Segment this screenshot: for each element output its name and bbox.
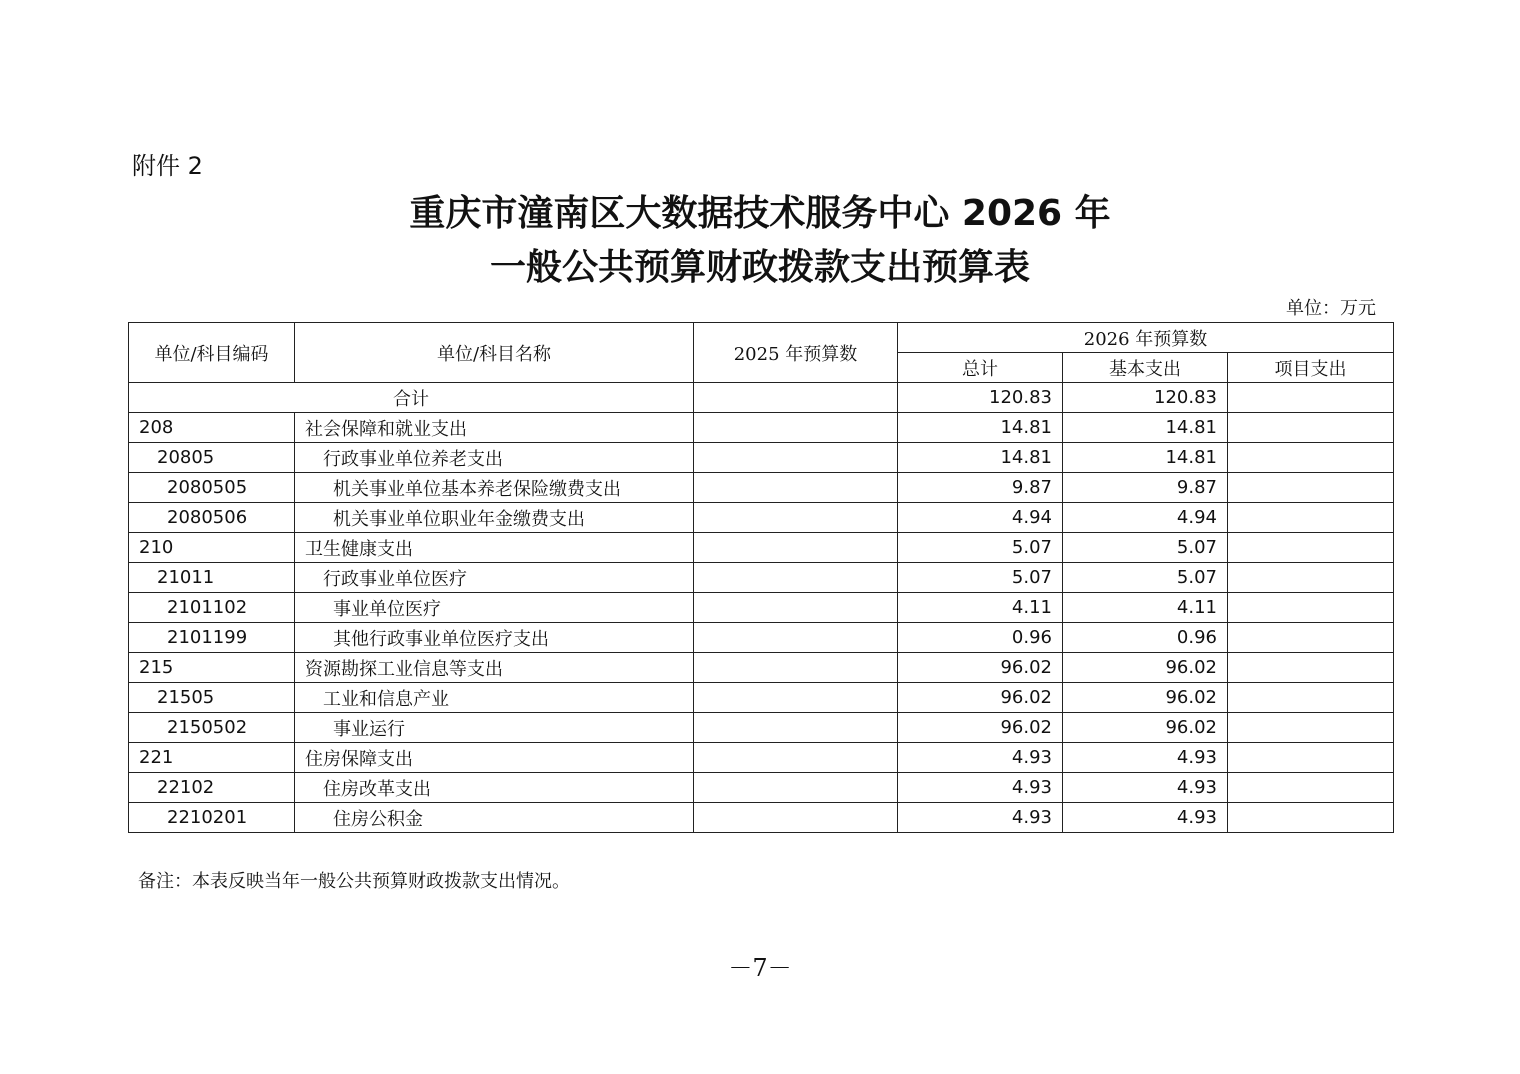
table-row	[129, 743, 1394, 773]
row-basic: 96.02	[1063, 653, 1228, 683]
total-total: 120.83	[898, 383, 1063, 413]
row-total: 4.11	[898, 593, 1063, 623]
row-code: 2080506	[129, 503, 295, 533]
row-code: 2080505	[129, 473, 295, 503]
row-basic: 5.07	[1063, 533, 1228, 563]
row-total: 96.02	[898, 713, 1063, 743]
unit-label: 单位：万元	[1286, 298, 1376, 319]
row-total: 9.87	[898, 473, 1063, 503]
row-budget-2025	[694, 623, 898, 653]
document-title-line1: 重庆市潼南区大数据技术服务中心 2026 年	[409, 193, 1111, 234]
row-total: 4.93	[898, 743, 1063, 773]
header-name: 单位/科目名称	[295, 323, 694, 383]
row-project	[1228, 563, 1394, 593]
document-title-line2: 一般公共预算财政拨款支出预算表	[489, 247, 1030, 288]
row-total: 5.07	[898, 563, 1063, 593]
table-row	[129, 593, 1394, 623]
row-basic: 4.94	[1063, 503, 1228, 533]
row-budget-2025	[694, 743, 898, 773]
row-project	[1228, 413, 1394, 443]
row-total: 14.81	[898, 413, 1063, 443]
row-budget-2025	[694, 443, 898, 473]
row-code: 210	[129, 533, 295, 563]
row-project	[1228, 473, 1394, 503]
row-name: 住房公积金	[295, 803, 694, 833]
row-code: 208	[129, 413, 295, 443]
row-total: 14.81	[898, 443, 1063, 473]
total-project	[1228, 383, 1394, 413]
row-project	[1228, 503, 1394, 533]
row-project	[1228, 683, 1394, 713]
row-code: 21011	[129, 563, 295, 593]
total-budget-2025	[694, 383, 898, 413]
row-project	[1228, 593, 1394, 623]
row-project	[1228, 773, 1394, 803]
row-name: 事业单位医疗	[295, 593, 694, 623]
row-project	[1228, 743, 1394, 773]
row-code: 221	[129, 743, 295, 773]
row-project	[1228, 623, 1394, 653]
row-name: 其他行政事业单位医疗支出	[295, 623, 694, 653]
row-project	[1228, 713, 1394, 743]
row-basic: 4.93	[1063, 803, 1228, 833]
row-project	[1228, 443, 1394, 473]
header-budget-2026: 2026 年预算数	[898, 323, 1394, 353]
row-basic: 96.02	[1063, 683, 1228, 713]
table-row	[129, 653, 1394, 683]
table-note: 备注：本表反映当年一般公共预算财政拨款支出情况。	[138, 871, 570, 892]
row-name: 住房改革支出	[295, 773, 694, 803]
table-row	[129, 473, 1394, 503]
row-code: 20805	[129, 443, 295, 473]
row-budget-2025	[694, 593, 898, 623]
row-basic: 9.87	[1063, 473, 1228, 503]
row-basic: 96.02	[1063, 713, 1228, 743]
row-total: 0.96	[898, 623, 1063, 653]
row-name: 社会保障和就业支出	[295, 413, 694, 443]
table-row	[129, 533, 1394, 563]
row-budget-2025	[694, 773, 898, 803]
row-name: 资源勘探工业信息等支出	[295, 653, 694, 683]
row-total: 96.02	[898, 683, 1063, 713]
row-total: 4.93	[898, 803, 1063, 833]
row-basic: 14.81	[1063, 413, 1228, 443]
header-total: 总计	[898, 353, 1063, 383]
row-budget-2025	[694, 563, 898, 593]
row-basic: 4.93	[1063, 773, 1228, 803]
table-row	[129, 713, 1394, 743]
row-basic: 5.07	[1063, 563, 1228, 593]
row-basic: 0.96	[1063, 623, 1228, 653]
row-total: 96.02	[898, 653, 1063, 683]
table-row	[129, 623, 1394, 653]
header-row-1	[129, 323, 1394, 353]
attachment-label: 附件 2	[132, 152, 203, 180]
table-row	[129, 803, 1394, 833]
row-code: 215	[129, 653, 295, 683]
table-row	[129, 503, 1394, 533]
row-budget-2025	[694, 683, 898, 713]
row-project	[1228, 803, 1394, 833]
page-number: －7－	[728, 954, 792, 982]
header-budget-2025: 2025 年预算数	[694, 323, 898, 383]
table-row	[129, 413, 1394, 443]
header-basic: 基本支出	[1063, 353, 1228, 383]
row-name: 工业和信息产业	[295, 683, 694, 713]
row-budget-2025	[694, 413, 898, 443]
row-name: 事业运行	[295, 713, 694, 743]
total-row	[129, 383, 1394, 413]
row-code: 2150502	[129, 713, 295, 743]
row-name: 机关事业单位基本养老保险缴费支出	[295, 473, 694, 503]
row-code: 21505	[129, 683, 295, 713]
table-row	[129, 683, 1394, 713]
row-budget-2025	[694, 473, 898, 503]
row-code: 2101199	[129, 623, 295, 653]
row-code: 22102	[129, 773, 295, 803]
row-project	[1228, 533, 1394, 563]
row-project	[1228, 653, 1394, 683]
row-total: 5.07	[898, 533, 1063, 563]
row-name: 住房保障支出	[295, 743, 694, 773]
row-basic: 4.11	[1063, 593, 1228, 623]
row-name: 行政事业单位医疗	[295, 563, 694, 593]
row-name: 行政事业单位养老支出	[295, 443, 694, 473]
row-budget-2025	[694, 503, 898, 533]
header-code: 单位/科目编码	[129, 323, 295, 383]
table-row	[129, 773, 1394, 803]
row-name: 卫生健康支出	[295, 533, 694, 563]
row-budget-2025	[694, 803, 898, 833]
row-total: 4.93	[898, 773, 1063, 803]
row-budget-2025	[694, 653, 898, 683]
total-label: 合计	[129, 383, 694, 413]
table-row	[129, 563, 1394, 593]
total-basic: 120.83	[1063, 383, 1228, 413]
row-basic: 14.81	[1063, 443, 1228, 473]
row-basic: 4.93	[1063, 743, 1228, 773]
row-budget-2025	[694, 713, 898, 743]
row-total: 4.94	[898, 503, 1063, 533]
row-code: 2210201	[129, 803, 295, 833]
row-code: 2101102	[129, 593, 295, 623]
header-project: 项目支出	[1228, 353, 1394, 383]
row-name: 机关事业单位职业年金缴费支出	[295, 503, 694, 533]
table-row	[129, 443, 1394, 473]
row-budget-2025	[694, 533, 898, 563]
budget-table	[128, 322, 1394, 833]
